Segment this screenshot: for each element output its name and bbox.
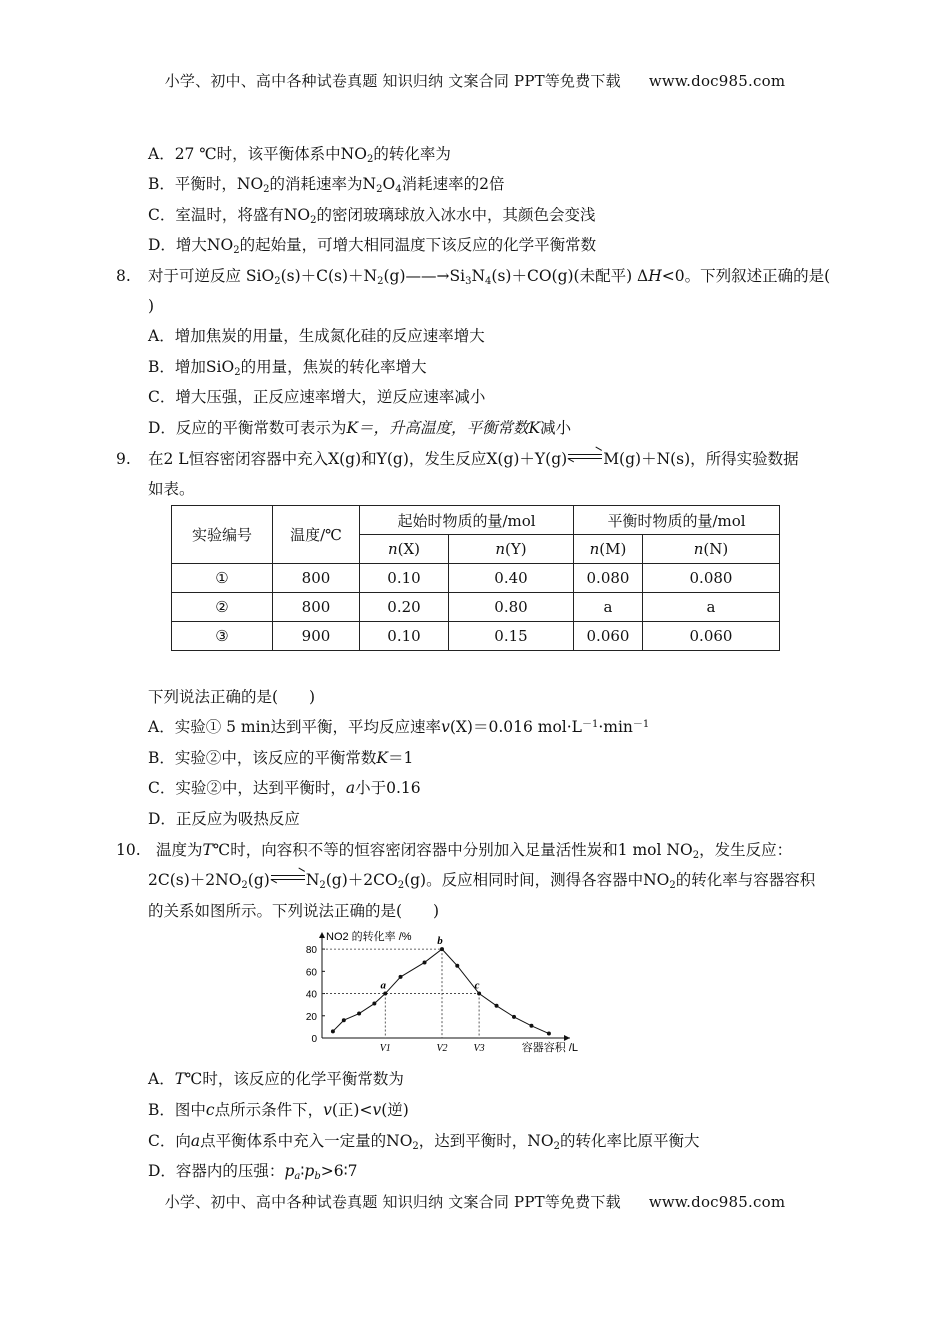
- th-nm: n(M): [574, 535, 643, 564]
- q9-stem: 在2 L恒容密闭容器中充入X(g)和Y(g)，发生反应X(g)＋Y(g) M(g)＋N(s)，所得实验数据: [148, 448, 799, 470]
- q10-option-b[interactable]: B．图中c点所示条件下，v(正)<v(逆): [148, 1101, 409, 1119]
- page-footer: [0, 1191, 950, 1212]
- point-label-c: c: [474, 979, 480, 992]
- q9-prompt: 下列说法正确的是( ): [148, 688, 316, 706]
- th-nx: n(X): [360, 535, 449, 564]
- table-row: ③ 900 0.10 0.15 0.060 0.060: [172, 622, 780, 651]
- footer-url[interactable]: www.doc985.com: [648, 1193, 786, 1211]
- data-point: [512, 1015, 516, 1019]
- data-point: [342, 1018, 346, 1022]
- q9-stem-cont: 如表。: [148, 480, 195, 498]
- q8-stem-cont: ): [148, 297, 155, 315]
- data-point: [399, 975, 403, 979]
- q8-option-d[interactable]: D．反应的平衡常数可表示为K＝，升高温度，平衡常数K减小: [148, 419, 572, 437]
- th-temp: 温度/℃: [273, 506, 360, 564]
- header-url[interactable]: www.doc985.com: [648, 72, 786, 90]
- x-tick-label-V2: V2: [436, 1043, 448, 1054]
- data-point: [495, 1004, 499, 1008]
- q7-option-d[interactable]: D．增大$NO_2$的起始量，可增大相同温度下该反应的化学平衡常数: [148, 236, 597, 256]
- q10-option-c[interactable]: C．向a点平衡体系中充入一定量的$NO_2$，达到平衡时，$NO_2$的转化率比原平衡大: [148, 1132, 700, 1152]
- data-point: [477, 992, 481, 996]
- x-axis-label: 容器容积 /L: [521, 1042, 578, 1054]
- y-tick-label: 0: [311, 1034, 317, 1045]
- q10-option-d[interactable]: D．容器内的压强：$p_a∶p_b>6∶7$: [148, 1162, 358, 1182]
- th-ny: n(Y): [449, 535, 574, 564]
- q9-number: 9.: [116, 450, 131, 468]
- y-tick-label: 20: [305, 1011, 317, 1023]
- header-text: 小学、初中、高中各种试卷真题 知识归纳 文案合同 PPT等免费下载: [164, 72, 621, 90]
- q9-option-d[interactable]: D．正反应为吸热反应: [148, 810, 300, 828]
- page-header: [0, 70, 950, 91]
- q9-option-c[interactable]: C．实验②中，达到平衡时，a小于0.16: [148, 779, 421, 797]
- x-axis-arrow-icon: [564, 1035, 570, 1041]
- y-axis-arrow-icon: [319, 932, 325, 938]
- data-point: [440, 947, 444, 951]
- footer-text: 小学、初中、高中各种试卷真题 知识归纳 文案合同 PPT等免费下载: [164, 1193, 621, 1211]
- table-row: ① 800 0.10 0.40 0.080 0.080: [172, 564, 780, 593]
- equilibrium-arrow-icon: [568, 452, 602, 462]
- th-eq: 平衡时物质的量/mol: [574, 506, 780, 535]
- equilibrium-arrow-icon: [271, 873, 305, 883]
- q8-option-c[interactable]: C．增大压强，正反应速率增大，逆反应速率减小: [148, 388, 486, 406]
- point-label-a: a: [380, 979, 387, 992]
- q10-option-a[interactable]: A．T℃时，该反应的化学平衡常数为: [148, 1070, 404, 1088]
- series-line: [333, 949, 549, 1033]
- th-nn: n(N): [643, 535, 780, 564]
- data-point: [357, 1012, 361, 1016]
- q8-option-a[interactable]: A．增加焦炭的用量，生成氮化硅的反应速率增大: [148, 327, 485, 345]
- conversion-chart: [298, 928, 578, 1058]
- data-point: [423, 960, 427, 964]
- q9-option-b[interactable]: B．实验②中，该反应的平衡常数K＝1: [148, 749, 414, 767]
- q7-option-c[interactable]: C．室温时，将盛有$NO_2$的密闭玻璃球放入冰水中，其颜色会变浅: [148, 206, 596, 226]
- q8-number: 8.: [116, 267, 131, 285]
- q10-stem-line2: $2C(s)+2NO_2(g)$ $N_2(g)+2CO_2(g)$。反应相同时间，测得各容器中$NO_2$的转化率与容器容积: [148, 869, 815, 891]
- y-tick-label: 60: [305, 967, 317, 979]
- data-point: [372, 1002, 376, 1006]
- data-point: [331, 1029, 335, 1033]
- q10-number: 10.: [116, 841, 141, 859]
- y-axis-label: NO2 的转化率 /%: [326, 931, 412, 943]
- th-id: 实验编号: [172, 506, 273, 564]
- y-tick-label: 80: [305, 945, 317, 957]
- q7-option-a[interactable]: A．27 ℃时，该平衡体系中$NO_2$的转化率为: [148, 145, 451, 165]
- data-point: [455, 964, 459, 968]
- q8-stem: 对于可逆反应 $SiO_2(s)+C(s)+N_2(g)——\to Si_3N_4(s)+CO(g)$(未配平) ΔH<0。下列叙述正确的是(: [148, 267, 831, 287]
- experiment-table: [171, 505, 780, 651]
- x-tick-label-V1: V1: [379, 1043, 391, 1054]
- table-row: ② 800 0.20 0.80 a a: [172, 593, 780, 622]
- q10-stem-line3: 的关系如图所示。下列说法正确的是( ): [148, 902, 440, 920]
- point-label-b: b: [437, 935, 443, 948]
- data-point: [529, 1024, 533, 1028]
- q7-option-b[interactable]: B．平衡时，$NO_2$的消耗速率为$N_2O_4$消耗速率的2倍: [148, 175, 505, 195]
- q10-stem: 温度为T℃时，向容积不等的恒容密闭容器中分别加入足量活性炭和1 mol $NO_2$，发生反应：: [156, 841, 793, 861]
- data-point: [383, 992, 387, 996]
- y-tick-label: 40: [305, 989, 317, 1001]
- data-point: [547, 1032, 551, 1036]
- x-tick-label-V3: V3: [473, 1043, 485, 1054]
- q8-option-b[interactable]: B．增加SiO$_2$的用量，焦炭的转化率增大: [148, 358, 427, 378]
- q9-option-a[interactable]: A．实验① 5 min达到平衡，平均反应速率v(X)＝0.016 $mol\cdot L^{-1}\cdot\min^{-1}$: [148, 718, 650, 736]
- th-start: 起始时物质的量/mol: [360, 506, 574, 535]
